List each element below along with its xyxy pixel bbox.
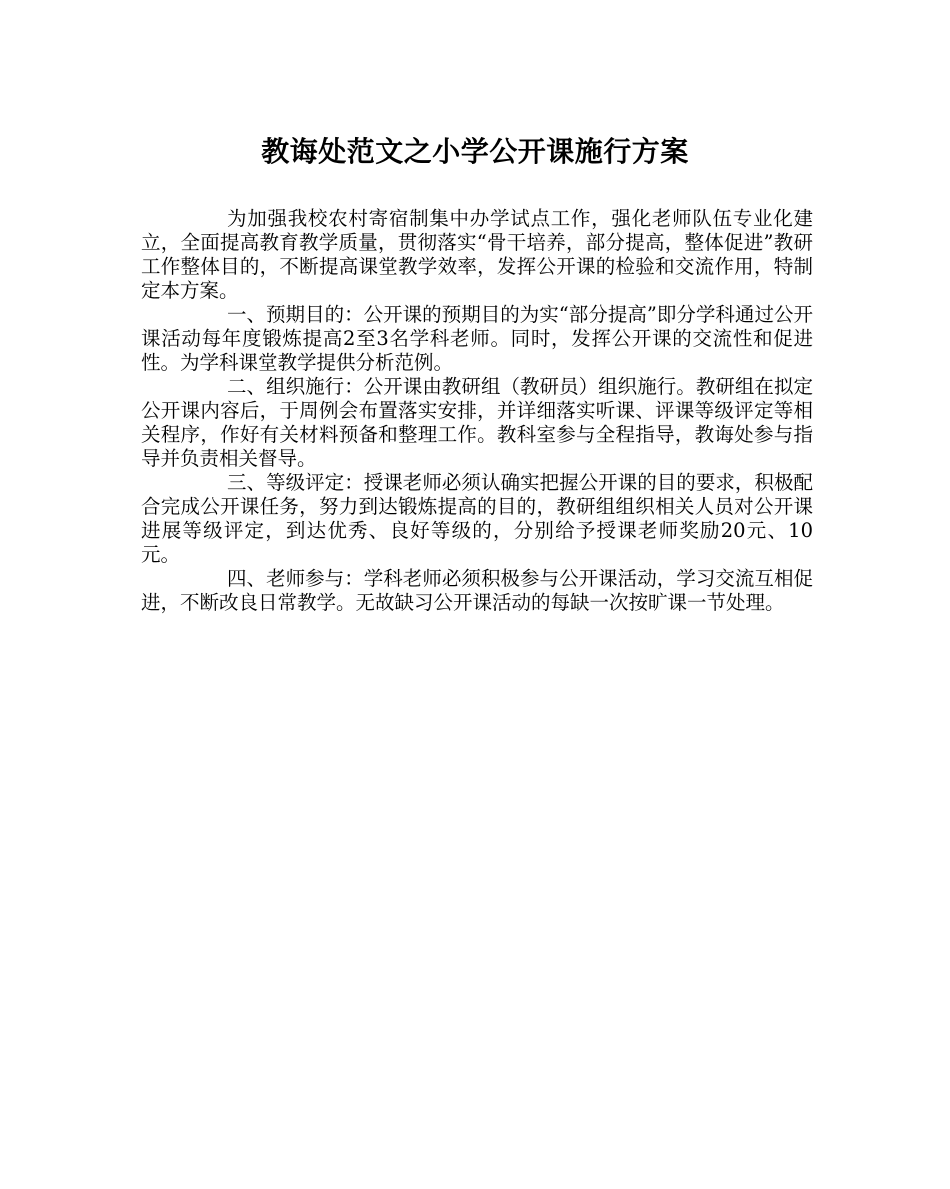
paragraph-grading: 三、等级评定：授课老师必须认确实把握公开课的目的要求，积极配合完成公开课任务，努力到达锻炼提高的目的，教研组组织相关人员对公开课进展等级评定，到达优秀、良好等级的，分别给予授课老师奖励20元、10元。 (141, 471, 813, 566)
paragraph-intro: 为加强我校农村寄宿制集中办学试点工作，强化老师队伍专业化建立，全面提高教育教学质量，贯彻落实“骨干培养，部分提高，整体促进”教研工作整体目的，不断提高课堂教学效率，发挥公开课的检验和交流作用，特制定本方案。 (141, 207, 813, 302)
paragraph-expected-goal: 一、预期目的：公开课的预期目的为实“部分提高”即分学科通过公开课活动每年度锻炼提高2至3名学科老师。同时，发挥公开课的交流性和促进性。为学科课堂教学提供分析范例。 (141, 303, 813, 374)
document-body (141, 207, 813, 615)
paragraph-teacher-participation: 四、老师参与：学科老师必须积极参与公开课活动，学习交流互相促进，不断改良日常教学。无故缺习公开课活动的每缺一次按旷课一节处理。 (141, 567, 813, 614)
paragraph-organization: 二、组织施行：公开课由教研组（教研员）组织施行。教研组在拟定公开课内容后，于周例会布置落实安排，并详细落实听课、评课等级评定等相关程序，作好有关材料预备和整理工作。教科室参与全程指导，教诲处参与指导并负责相关督导。 (141, 375, 813, 470)
document-title: 教诲处范文之小学公开课施行方案 (261, 135, 689, 168)
